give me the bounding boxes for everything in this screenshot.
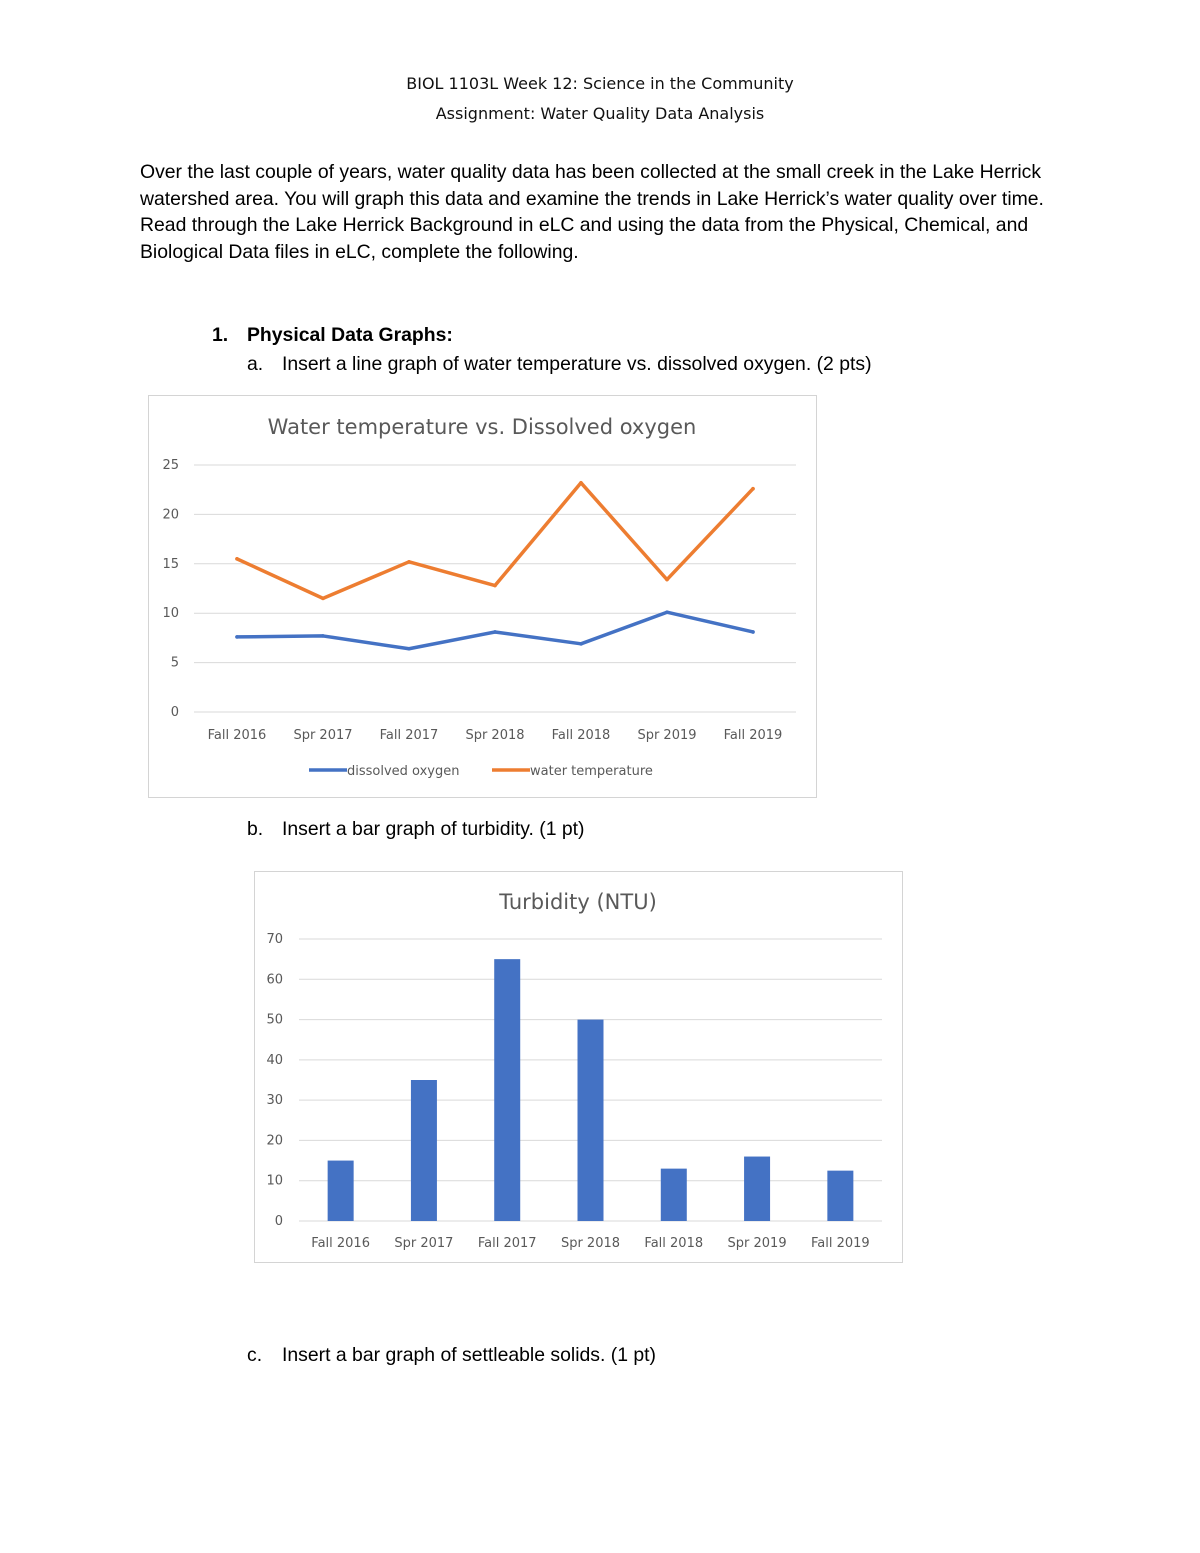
- document-assignment-title: Assignment: Water Quality Data Analysis: [435, 104, 765, 123]
- bar-fall-2018: [661, 1169, 687, 1221]
- data-point-dissolved-oxygen: [321, 634, 325, 638]
- x-tick-label: Fall 2016: [207, 728, 267, 743]
- question-1c-letter: c.: [247, 1344, 263, 1366]
- y-tick-label: 15: [162, 556, 179, 572]
- y-tick-label: 10: [266, 1173, 283, 1189]
- x-tick-label: Spr 2018: [465, 728, 525, 743]
- question-1c-text: Insert a bar graph of settleable solids. (1 pt): [282, 1344, 657, 1366]
- question-1a-letter: a.: [247, 353, 264, 375]
- y-tick-label: 50: [266, 1012, 283, 1028]
- bar-fall-2016: [328, 1161, 354, 1221]
- question-1b: [247, 818, 585, 841]
- x-tick-label: Fall 2017: [477, 1236, 537, 1251]
- data-point-water-temperature: [321, 597, 325, 601]
- question-1b-letter: b.: [247, 818, 264, 840]
- bar-chart-svg: [255, 872, 902, 1262]
- line-chart-temperature-oxygen: [148, 395, 817, 798]
- x-tick-label: Fall 2016: [311, 1236, 370, 1251]
- series-line-water-temperature: [237, 483, 753, 599]
- data-point-water-temperature: [665, 578, 669, 582]
- data-point-water-temperature: [751, 487, 755, 491]
- y-tick-label: 25: [162, 458, 179, 473]
- data-point-water-temperature: [407, 560, 411, 564]
- data-point-water-temperature: [493, 584, 497, 588]
- bar-chart-turbidity: [254, 871, 903, 1263]
- y-tick-label: 0: [274, 1214, 283, 1229]
- x-tick-label: Fall 2019: [811, 1236, 870, 1251]
- data-point-dissolved-oxygen: [751, 630, 755, 634]
- bar-spr-2017: [411, 1080, 437, 1221]
- data-point-dissolved-oxygen: [407, 647, 411, 651]
- question-1a-text: Insert a line graph of water temperature vs. dissolved oxygen. (2 pts): [282, 353, 872, 375]
- x-tick-label: Fall 2019: [723, 728, 783, 743]
- data-point-dissolved-oxygen: [235, 635, 239, 639]
- y-tick-label: 20: [162, 507, 179, 523]
- line-chart-svg: [149, 396, 816, 797]
- data-point-dissolved-oxygen: [493, 630, 497, 634]
- chart-title: Turbidity (NTU): [499, 890, 657, 914]
- bar-fall-2019: [827, 1171, 853, 1221]
- question-1a: [247, 353, 872, 376]
- y-tick-label: 0: [170, 705, 179, 720]
- y-tick-label: 20: [266, 1133, 283, 1149]
- x-tick-label: Fall 2017: [379, 728, 439, 743]
- data-point-water-temperature: [235, 557, 239, 561]
- bar-spr-2018: [578, 1020, 604, 1221]
- y-tick-label: 60: [266, 972, 283, 988]
- x-tick-label: Fall 2018: [551, 728, 611, 743]
- question-1-number: 1.: [212, 324, 229, 346]
- data-point-water-temperature: [579, 481, 583, 485]
- x-tick-label: Spr 2019: [727, 1236, 787, 1251]
- x-tick-label: Spr 2017: [293, 728, 353, 743]
- x-tick-label: Spr 2017: [394, 1236, 454, 1251]
- y-tick-label: 70: [266, 932, 283, 947]
- chart-title: Water temperature vs. Dissolved oxygen: [267, 415, 697, 439]
- y-tick-label: 30: [266, 1093, 283, 1109]
- bar-spr-2019: [744, 1157, 770, 1221]
- legend-label-dissolved-oxygen: dissolved oxygen: [347, 764, 460, 779]
- intro-paragraph: Over the last couple of years, water quality data has been collected at the small creek in the Lake Herrick watershed area. You will graph this data and examine the trends in Lake Herrick’s water quality over time. Read through the Lake Herrick Background in eLC and using the data from the Physical, Chemical, and Biological Data files in eLC, complete the following.: [140, 161, 1044, 263]
- document-course-title: BIOL 1103L Week 12: Science in the Community: [406, 74, 794, 93]
- legend-label-water-temperature: water temperature: [530, 764, 653, 779]
- question-1-title: Physical Data Graphs:: [247, 324, 453, 346]
- question-1-heading: [212, 324, 453, 347]
- x-tick-label: Spr 2018: [560, 1236, 621, 1251]
- question-1c: [247, 1344, 656, 1367]
- x-tick-label: Spr 2019: [637, 728, 697, 743]
- x-tick-label: Fall 2018: [644, 1236, 704, 1251]
- y-tick-label: 40: [266, 1052, 283, 1068]
- bar-fall-2017: [494, 959, 520, 1221]
- y-tick-label: 10: [162, 606, 179, 622]
- question-1b-text: Insert a bar graph of turbidity. (1 pt): [282, 818, 585, 840]
- data-point-dissolved-oxygen: [579, 642, 583, 646]
- y-tick-label: 5: [170, 655, 179, 671]
- data-point-dissolved-oxygen: [665, 610, 669, 614]
